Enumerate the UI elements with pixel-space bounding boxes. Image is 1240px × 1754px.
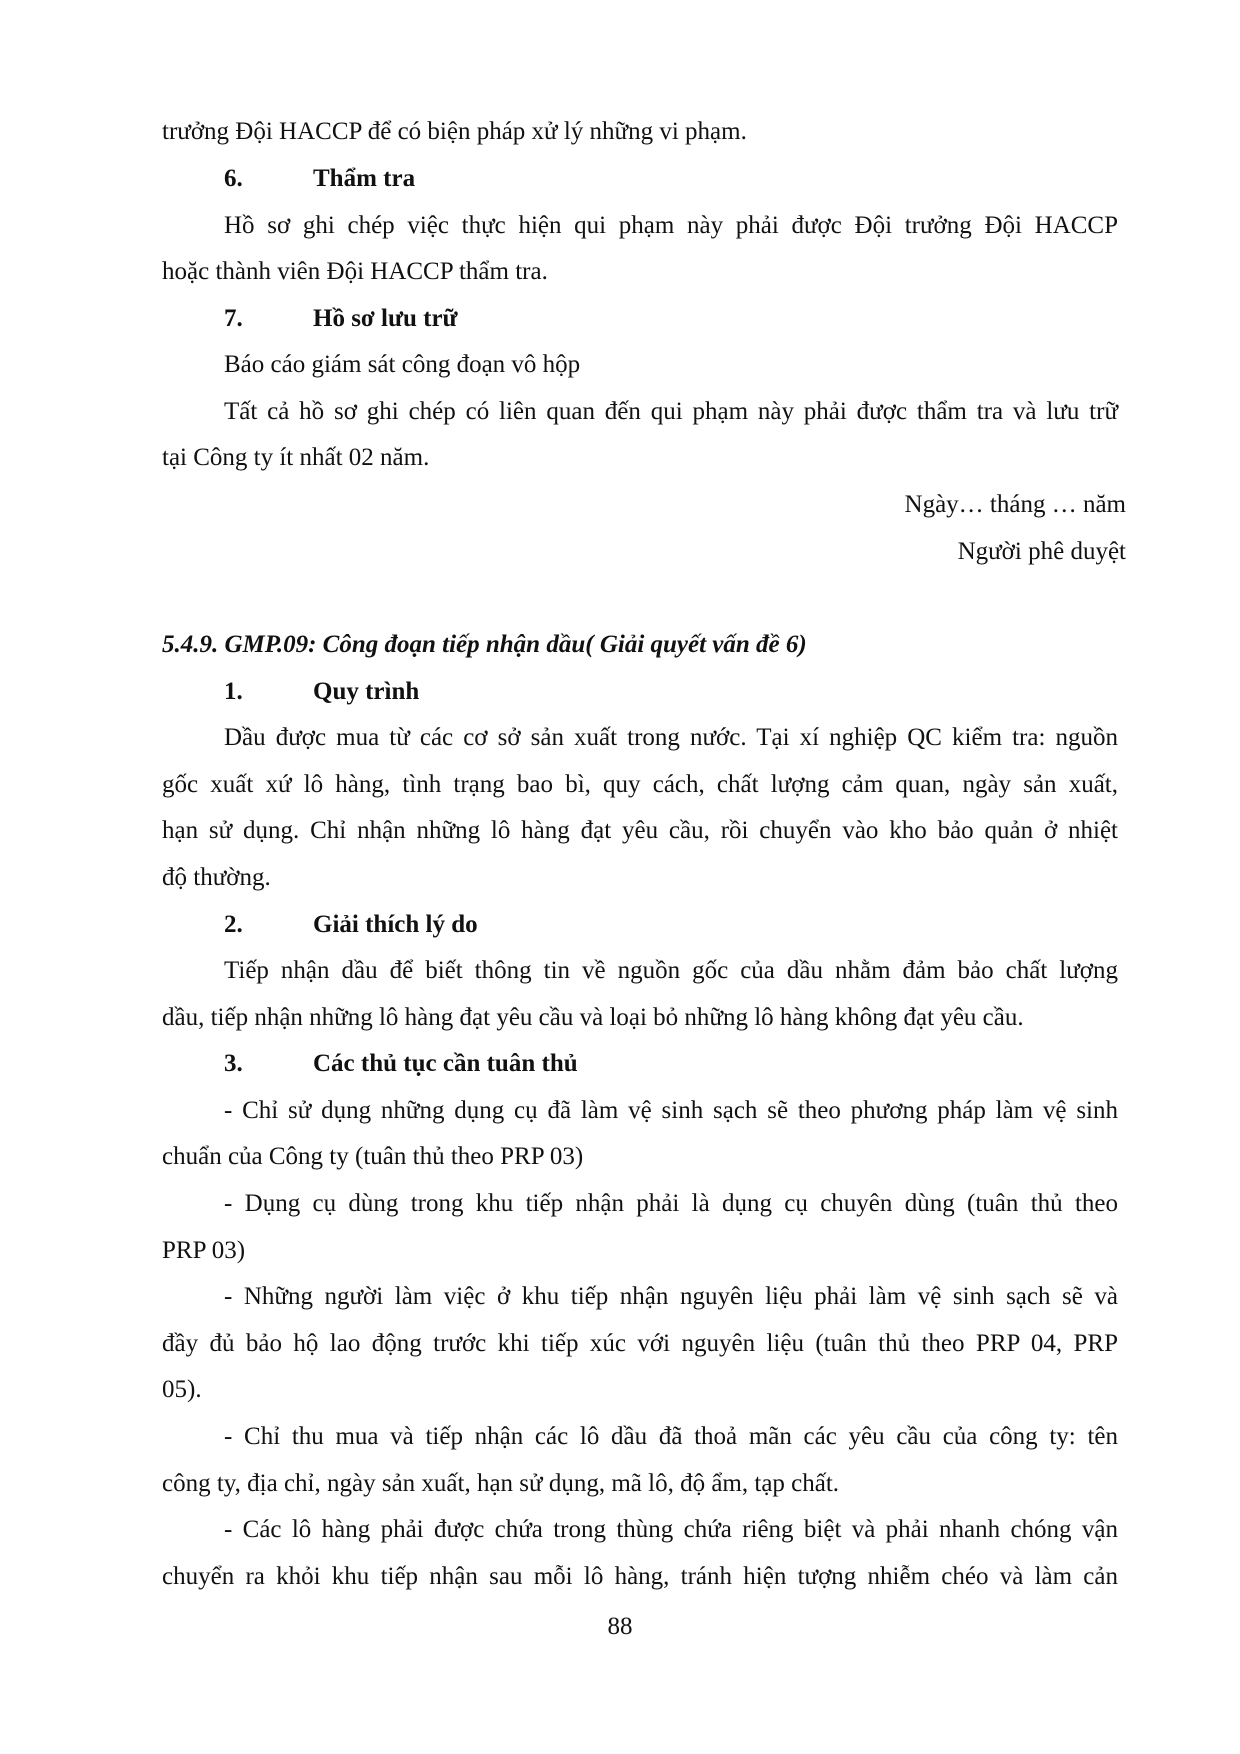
page-number: 88 [607,1613,633,1640]
heading-6-title: Thẩm tra [313,165,416,192]
section-title: 5.4.9. GMP.09: Công đoạn tiếp nhận dầu( Giải quyết vấn đề 6) [162,631,807,658]
continuation-text: trưởng Đội HACCP để có biện pháp xử lý những vi phạm. [162,118,747,145]
bullet-3-line-2: đầy đủ bảo hộ lao động trước khi tiếp xúc với nguyên liệu (tuân thủ theo PRP 04, PRP [162,1330,1118,1357]
p2-line-1: Tiếp nhận dầu để biết thông tin về nguồn gốc của dầu nhằm đảm bảo chất lượng [224,957,1118,984]
signature-approver: Người phê duyệt [957,538,1126,565]
heading-1-title: Quy trình [313,678,420,705]
p1-line-2: gốc xuất xứ lô hàng, tình trạng bao bì, quy cách, chất lượng cảm quan, ngày sản xuất, [162,771,1118,798]
heading-7-title: Hồ sơ lưu trữ [313,305,458,332]
heading-3-number: 3. [224,1050,243,1077]
bullet-1-line-1: - Chỉ sử dụng những dụng cụ đã làm vệ sinh sạch sẽ theo phương pháp làm vệ sinh [224,1097,1118,1124]
heading-6-number: 6. [224,165,243,192]
bullet-2-line-2: PRP 03) [162,1237,246,1264]
p1-line-3: hạn sử dụng. Chỉ nhận những lô hàng đạt yêu cầu, rồi chuyển vào kho bảo quản ở nhiệt [162,817,1118,844]
heading-7-number: 7. [224,305,243,332]
s6-line-1: Hồ sơ ghi chép việc thực hiện qui phạm này phải được Đội trưởng Đội HACCP [224,212,1118,239]
bullet-2-line-1: - Dụng cụ dùng trong khu tiếp nhận phải là dụng cụ chuyên dùng (tuân thủ theo [224,1190,1118,1217]
p1-line-4: độ thường. [162,864,271,891]
s7-line-2: Tất cả hồ sơ ghi chép có liên quan đến qui phạm này phải được thẩm tra và lưu trữ [224,398,1118,425]
heading-1-number: 1. [224,678,243,705]
heading-2-number: 2. [224,911,243,938]
s7-line-3: tại Công ty ít nhất 02 năm. [162,444,430,471]
signature-date: Ngày… tháng … năm [904,491,1126,518]
p1-line-1: Dầu được mua từ các cơ sở sản xuất trong nước. Tại xí nghiệp QC kiểm tra: nguồn [224,724,1118,751]
heading-3-title: Các thủ tục cần tuân thủ [313,1050,578,1077]
bullet-3-line-3: 05). [162,1376,202,1403]
p2-line-2: dầu, tiếp nhận những lô hàng đạt yêu cầu và loại bỏ những lô hàng không đạt yêu cầu. [162,1004,1024,1031]
bullet-4-line-1: - Chỉ thu mua và tiếp nhận các lô dầu đã thoả mãn các yêu cầu của công ty: tên [224,1423,1118,1450]
bullet-1-line-2: chuẩn của Công ty (tuân thủ theo PRP 03) [162,1143,584,1170]
bullet-5-line-1: - Các lô hàng phải được chứa trong thùng chứa riêng biệt và phải nhanh chóng vận [224,1516,1118,1543]
bullet-5-line-2: chuyển ra khỏi khu tiếp nhận sau mỗi lô hàng, tránh hiện tượng nhiễm chéo và làm cản [162,1563,1118,1590]
s6-line-2: hoặc thành viên Đội HACCP thẩm tra. [162,258,548,285]
bullet-3-line-1: - Những người làm việc ở khu tiếp nhận nguyên liệu phải làm vệ sinh sạch sẽ và [224,1283,1118,1310]
bullet-4-line-2: công ty, địa chỉ, ngày sản xuất, hạn sử dụng, mã lô, độ ẩm, tạp chất. [162,1470,840,1497]
s7-line-1: Báo cáo giám sát công đoạn vô hộp [224,351,581,378]
heading-2-title: Giải thích lý do [313,911,478,938]
